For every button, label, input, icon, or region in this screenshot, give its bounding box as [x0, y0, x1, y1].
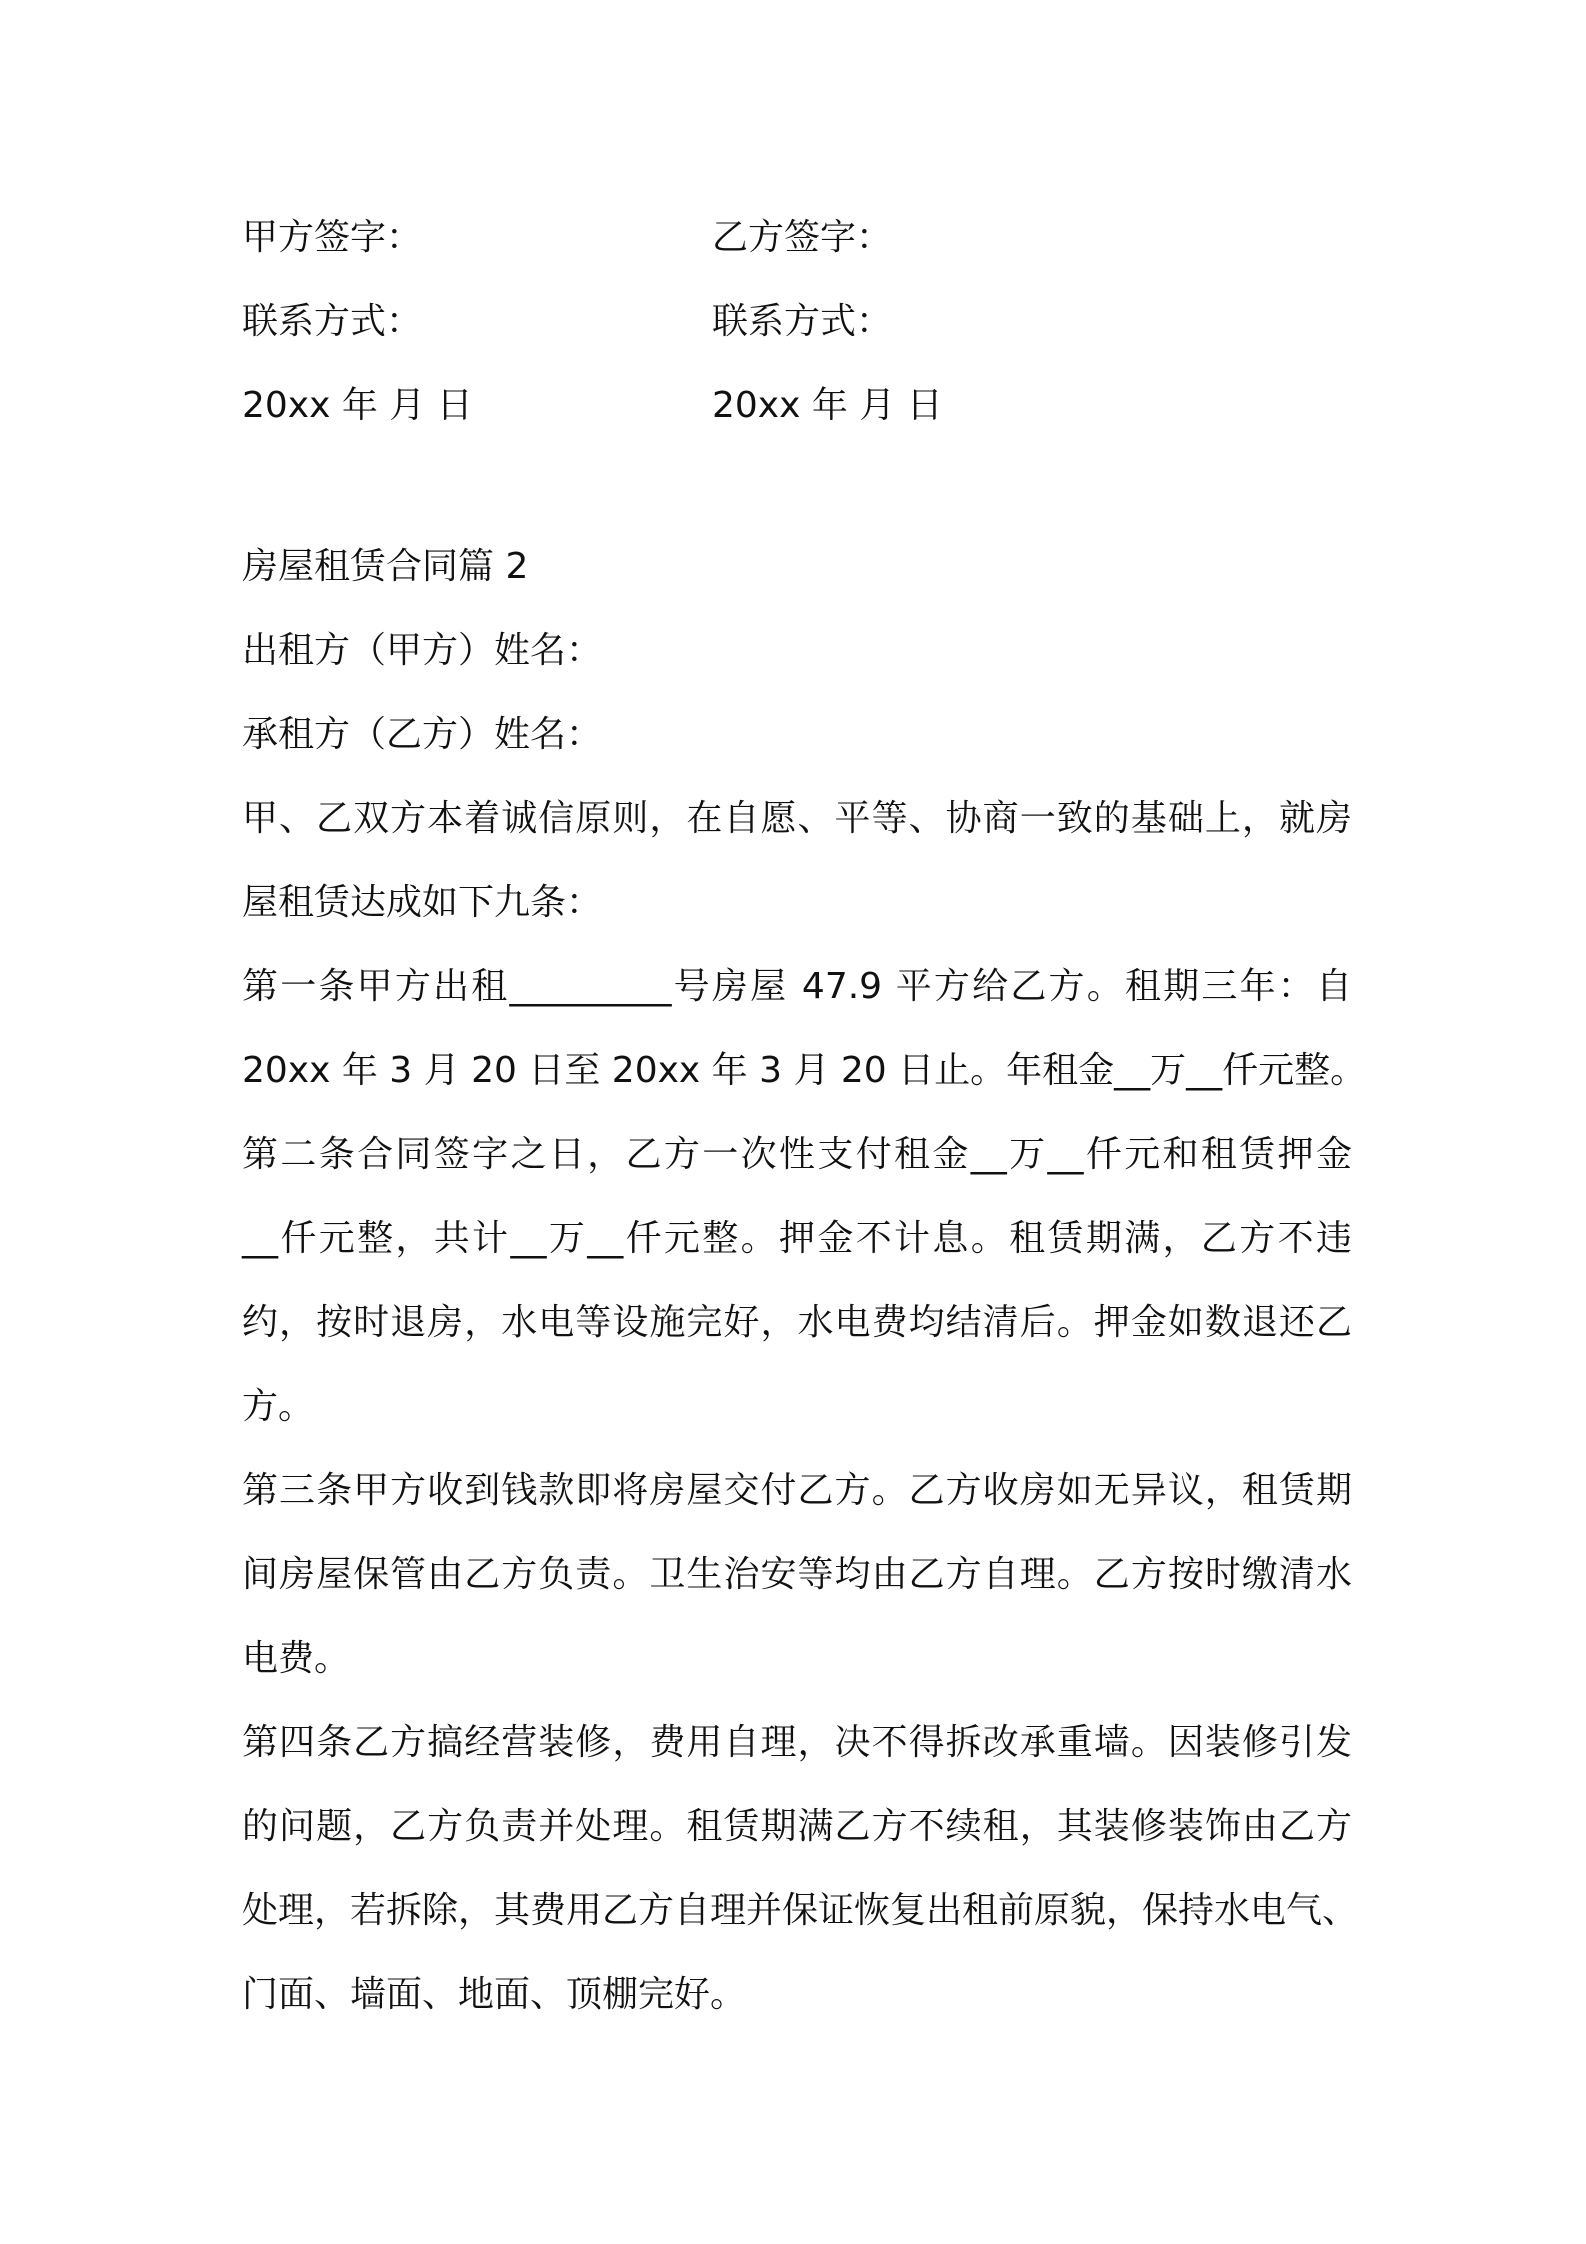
paragraph-line: 间房屋保管由乙方负责。卫生治安等均由乙方自理。乙方按时缴清水 [242, 1554, 1352, 1595]
paragraph-line: 第二条合同签字之日，乙方一次性支付租金__万__仟元和租赁押金 [242, 1134, 1352, 1175]
paragraph-line: 方。 [242, 1386, 315, 1427]
paragraph-line: 20xx 年 3 月 20 日至 20xx 年 3 月 20 日止。年租金__万__仟元整。 [242, 1050, 1367, 1091]
paragraph-line: 第四条乙方搞经营装修，费用自理，决不得拆改承重墙。因装修引发 [242, 1722, 1352, 1763]
intro-paragraph [242, 777, 1352, 945]
article-3-paragraph [242, 1449, 1352, 1701]
party-b-date-label: 20xx 年 月 日 [712, 385, 943, 426]
paragraph-line: 第一条甲方出租_________号房屋 47.9 平方给乙方。租期三年：自 [242, 966, 1352, 1007]
paragraph-line: 约，按时退房，水电等设施完好，水电费均结清后。押金如数退还乙 [242, 1302, 1352, 1343]
paragraph-line: 屋租赁达成如下九条： [242, 882, 603, 923]
party-b-signature-label: 乙方签字： [712, 217, 893, 258]
signature-block [242, 196, 1362, 448]
party-b-contact-label: 联系方式： [712, 301, 893, 342]
party-a-contact-label: 联系方式： [242, 301, 423, 342]
paragraph-line: 第三条甲方收到钱款即将房屋交付乙方。乙方收房如无异议，租赁期 [242, 1470, 1352, 1511]
paragraph-line: __仟元整，共计__万__仟元整。押金不计息。租赁期满，乙方不违 [242, 1218, 1352, 1259]
lessee-name-label: 承租方（乙方）姓名： [242, 714, 603, 755]
article-1-paragraph [242, 945, 1367, 1113]
paragraph-line: 门面、墙面、地面、顶棚完好。 [242, 1974, 747, 2015]
lessor-name-label: 出租方（甲方）姓名： [242, 630, 603, 671]
paragraph-line: 处理，若拆除，其费用乙方自理并保证恢复出租前原貌，保持水电气、 [242, 1890, 1359, 1931]
date-row [242, 364, 1362, 448]
contact-row [242, 280, 1362, 364]
signature-row [242, 196, 1362, 280]
paragraph-line: 的问题，乙方负责并处理。租赁期满乙方不续租，其装修装饰由乙方 [242, 1806, 1352, 1847]
article-4-paragraph [242, 1701, 1359, 2037]
contract-body [242, 525, 1367, 2037]
party-a-date-label: 20xx 年 月 日 [242, 385, 473, 426]
article-2-paragraph [242, 1113, 1352, 1449]
paragraph-line: 电费。 [242, 1638, 351, 1679]
document-title: 房屋租赁合同篇 2 [242, 546, 529, 587]
paragraph-line: 甲、乙双方本着诚信原则，在自愿、平等、协商一致的基础上，就房 [242, 798, 1352, 839]
party-a-signature-label: 甲方签字： [242, 217, 423, 258]
